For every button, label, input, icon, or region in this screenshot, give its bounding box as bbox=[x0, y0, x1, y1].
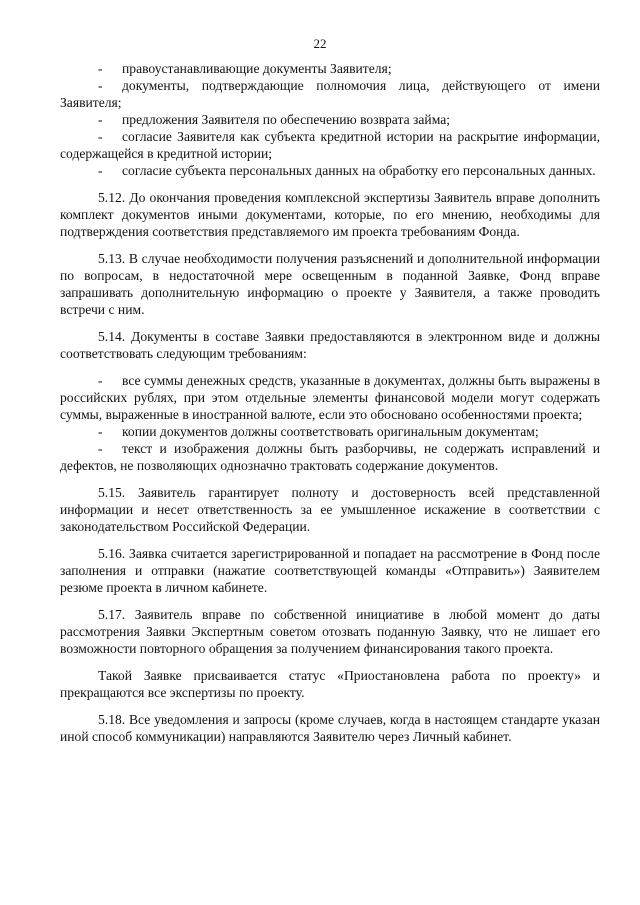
list-item-text: копии документов должны соответствовать оригинальным документам; bbox=[122, 424, 539, 439]
list-item-text: предложения Заявителя по обеспечению возврата займа; bbox=[122, 112, 451, 127]
page-number: 22 bbox=[313, 36, 327, 51]
list-item-text: текст и изображения должны быть разборчивы, не содержать исправлений и дефектов, не позволяющих однозначно трактовать содержание документов. bbox=[60, 441, 600, 473]
list-item bbox=[60, 440, 600, 474]
list-dash: - bbox=[98, 441, 103, 456]
list-dash: - bbox=[98, 112, 103, 127]
list-item-text: все суммы денежных средств, указанные в документах, должны быть выражены в российских рублях, при этом отдельные элементы финансовой модели могут содержать суммы, выраженные в иностранной валюте, если это обосновано особенностями проекта; bbox=[60, 373, 600, 422]
paragraph: 5.15. Заявитель гарантирует полноту и достоверность всей представленной информации и несет ответственность за ее умышленное искажение в соответствии с законодательством Российской Федерации. bbox=[60, 485, 600, 534]
paragraph: 5.12. До окончания проведения комплексной экспертизы Заявитель вправе дополнить комплект документов иными документами, которые, по его мнению, необходимы для подтверждения соответствия представляемого им проекта требованиям Фонда. bbox=[60, 190, 600, 239]
list-item-text: согласие субъекта персональных данных на обработку его персональных данных. bbox=[122, 163, 596, 178]
document-body bbox=[60, 60, 600, 745]
paragraph: 5.14. Документы в составе Заявки предоставляются в электронном виде и должны соответствовать следующим требованиям: bbox=[60, 329, 600, 361]
list-item bbox=[60, 128, 600, 162]
list-dash: - bbox=[98, 61, 103, 76]
list-item bbox=[60, 162, 600, 179]
list-item-text: документы, подтверждающие полномочия лица, действующего от имени Заявителя; bbox=[60, 78, 600, 110]
paragraph: 5.13. В случае необходимости получения разъяснений и дополнительной информации по вопросам, в недостаточной мере освещенным в поданной Заявке, Фонд вправе запрашивать дополнительную информацию о проекте у Заявителя, а также проводить встречи с ним. bbox=[60, 251, 600, 317]
paragraph: 5.16. Заявка считается зарегистрированной и попадает на рассмотрение в Фонд после заполнения и отправки (нажатие соответствующей команды «Отправить») Заявителем резюме проекта в личном кабинете. bbox=[60, 546, 600, 595]
list-item bbox=[60, 111, 600, 128]
list-dash: - bbox=[98, 424, 103, 439]
list-item bbox=[60, 77, 600, 111]
list-item bbox=[60, 60, 600, 77]
list-dash: - bbox=[98, 78, 103, 93]
list-dash: - bbox=[98, 373, 103, 388]
paragraph: Такой Заявке присваивается статус «Приостановлена работа по проекту» и прекращаются все экспертизы по проекту. bbox=[60, 668, 600, 700]
list-dash: - bbox=[98, 163, 103, 178]
paragraph: 5.18. Все уведомления и запросы (кроме случаев, когда в настоящем стандарте указан иной способ коммуникации) направляются Заявителю через Личный кабинет. bbox=[60, 712, 600, 744]
list-dash: - bbox=[98, 129, 103, 144]
list-item-text: правоустанавливающие документы Заявителя; bbox=[122, 61, 392, 76]
paragraph: 5.17. Заявитель вправе по собственной инициативе в любой момент до даты рассмотрения Заявки Экспертным советом отозвать поданную Заявку, что не лишает его возможности повторного обращения за получением финансирования такого проекта. bbox=[60, 607, 600, 656]
list-item-text: согласие Заявителя как субъекта кредитной истории на раскрытие информации, содержащейся в кредитной истории; bbox=[60, 129, 600, 161]
list-item bbox=[60, 372, 600, 423]
list-item bbox=[60, 423, 600, 440]
